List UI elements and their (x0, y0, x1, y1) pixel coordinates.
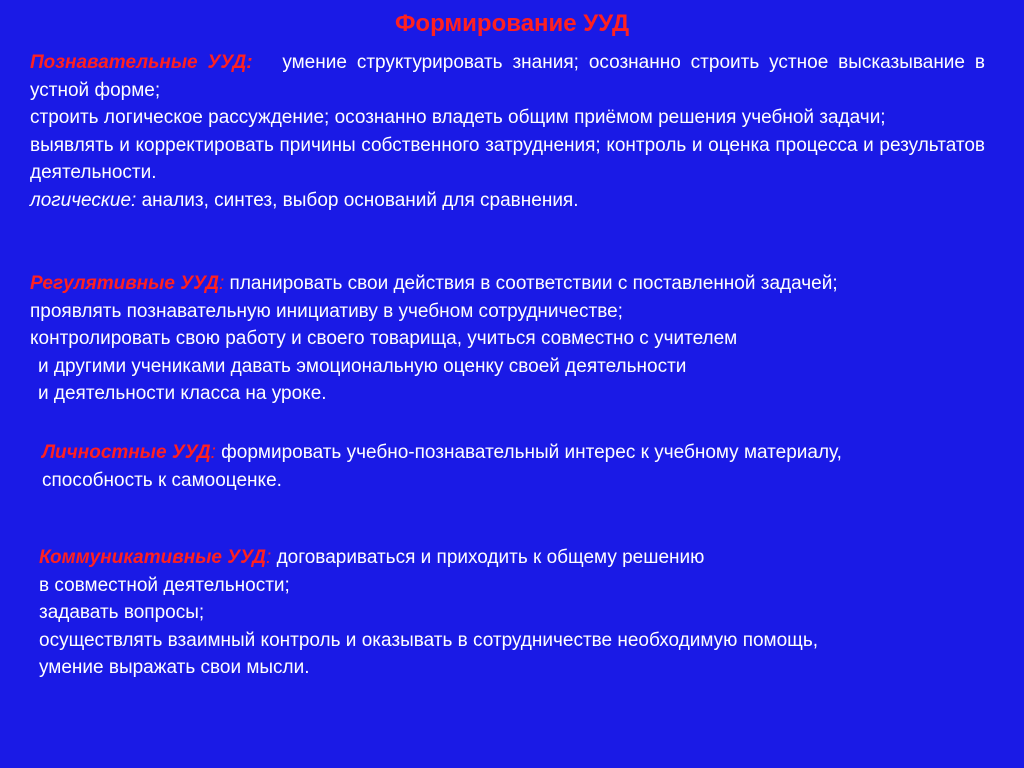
personal-paragraph-1 (42, 439, 1007, 467)
communicative-heading: Коммуникативные УУД (39, 547, 267, 568)
cognitive-section (30, 49, 985, 214)
communicative-paragraph-1 (39, 544, 999, 572)
cognitive-paragraph-2: строить логическое рассуждение; осознанно владеть общим приёмом решения учебной задачи; (30, 107, 886, 128)
regulatory-paragraph-4: и другими учениками давать эмоциональную оценку своей деятельности (38, 355, 687, 377)
communicative-paragraph-3: задавать вопросы; (39, 602, 205, 623)
communicative-text-1: договариваться и приходить к общему решению (271, 547, 705, 568)
cognitive-paragraph-logical (30, 187, 985, 215)
communicative-colon: : (266, 547, 272, 568)
slide-title: Формирование УУД (394, 10, 630, 37)
communicative-paragraph-4: осуществлять взаимный контроль и оказывать в сотрудничестве необходимую помощь, (39, 629, 818, 651)
cognitive-paragraph-3: выявлять и корректировать причины собственного затруднения; контроль и оценка процесса и результатов деятельности. (30, 134, 985, 183)
communicative-paragraph-2: в совместной деятельности; (39, 574, 290, 596)
regulatory-paragraph-5: и деятельности класса на уроке. (38, 383, 327, 404)
personal-section (42, 439, 1007, 494)
cognitive-heading: Познавательные УУД: (30, 52, 253, 73)
regulatory-text-1: планировать свои действия в соответствии с поставленной задачей; (224, 273, 838, 294)
personal-text-1: формировать учебно-познавательный интерес к учебному материалу, (215, 442, 842, 463)
regulatory-section (30, 270, 1005, 408)
personal-paragraph-2: способность к самооценке. (42, 469, 282, 491)
regulatory-colon: : (218, 273, 225, 294)
regulatory-heading: Регулятивные УУД (30, 273, 219, 294)
regulatory-paragraph-1 (30, 270, 1005, 298)
cognitive-text-1: умение структурировать знания; осознанно строить устное высказывание в устной форме; (30, 52, 985, 101)
personal-colon: : (210, 442, 216, 463)
communicative-section (39, 544, 999, 682)
logical-text: анализ, синтез, выбор оснований для сравнения. (136, 189, 579, 211)
communicative-paragraph-5: умение выражать свои мысли. (39, 657, 310, 678)
logical-heading: логические: (30, 189, 137, 211)
regulatory-paragraph-2: проявлять познавательную инициативу в учебном сотрудничестве; (30, 300, 623, 322)
cognitive-paragraph-1 (30, 49, 985, 104)
regulatory-paragraph-3: контролировать свою работу и своего товарища, учиться совместно с учителем (30, 328, 738, 349)
personal-heading: Личностные УУД (42, 442, 211, 463)
